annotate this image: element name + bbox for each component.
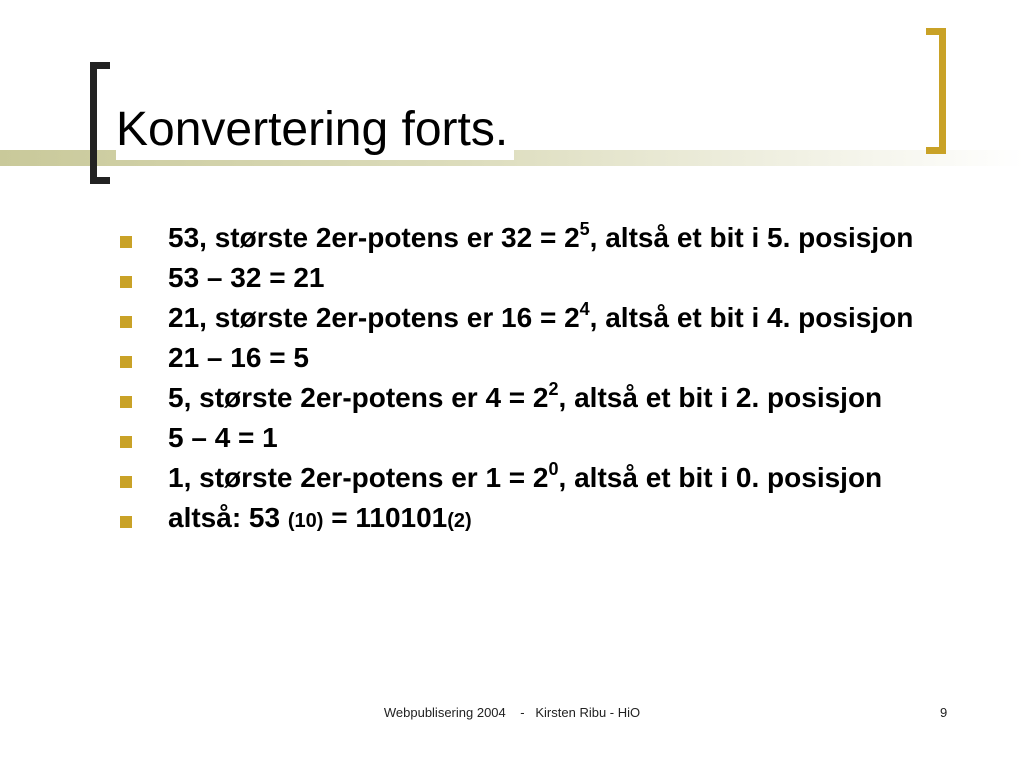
bullet-item: altså: 53 (10) = 110101(2) [118, 502, 938, 537]
square-bullet-icon [120, 316, 132, 328]
bullet-item: 53, største 2er-potens er $32 = 2^5$, altså et bit i 5. posisjon [118, 222, 938, 254]
bullet-item: 53 – 32 = 21 [118, 262, 938, 294]
bullet-item: 1, største 2er-potens er $1 = 2^0$, altså et bit i 0. posisjon [118, 462, 938, 494]
square-bullet-icon [120, 276, 132, 288]
left-bracket-decor [90, 62, 110, 184]
bullet-item: 5, største 2er-potens er $4 = 2^2$, altså et bit i 2. posisjon [118, 382, 938, 414]
bullet-item: 21 – 16 = 5 [118, 342, 938, 374]
square-bullet-icon [120, 236, 132, 248]
slide-title: Konvertering forts. [116, 100, 514, 160]
exponent: 0 [548, 458, 559, 479]
slide-footer: Webpublisering 2004 - Kirsten Ribu - HiO [383, 705, 641, 720]
square-bullet-icon [120, 396, 132, 408]
exponent: 5 [579, 218, 590, 239]
square-bullet-icon [120, 516, 132, 528]
exponent: 2 [548, 378, 559, 399]
square-bullet-icon [120, 476, 132, 488]
bullet-item: 5 – 4 = 1 [118, 422, 938, 454]
base-subscript: (2) [447, 510, 472, 532]
square-bullet-icon [120, 356, 132, 368]
page-number: 9 [940, 705, 948, 720]
exponent: 4 [579, 298, 590, 319]
square-bullet-icon [120, 436, 132, 448]
right-bracket-decor [926, 28, 946, 154]
bullet-list [118, 218, 938, 545]
base-subscript: (10) [287, 510, 324, 532]
bullet-item: 21, største 2er-potens er $16 = 2^4$, altså et bit i 4. posisjon [118, 302, 938, 334]
